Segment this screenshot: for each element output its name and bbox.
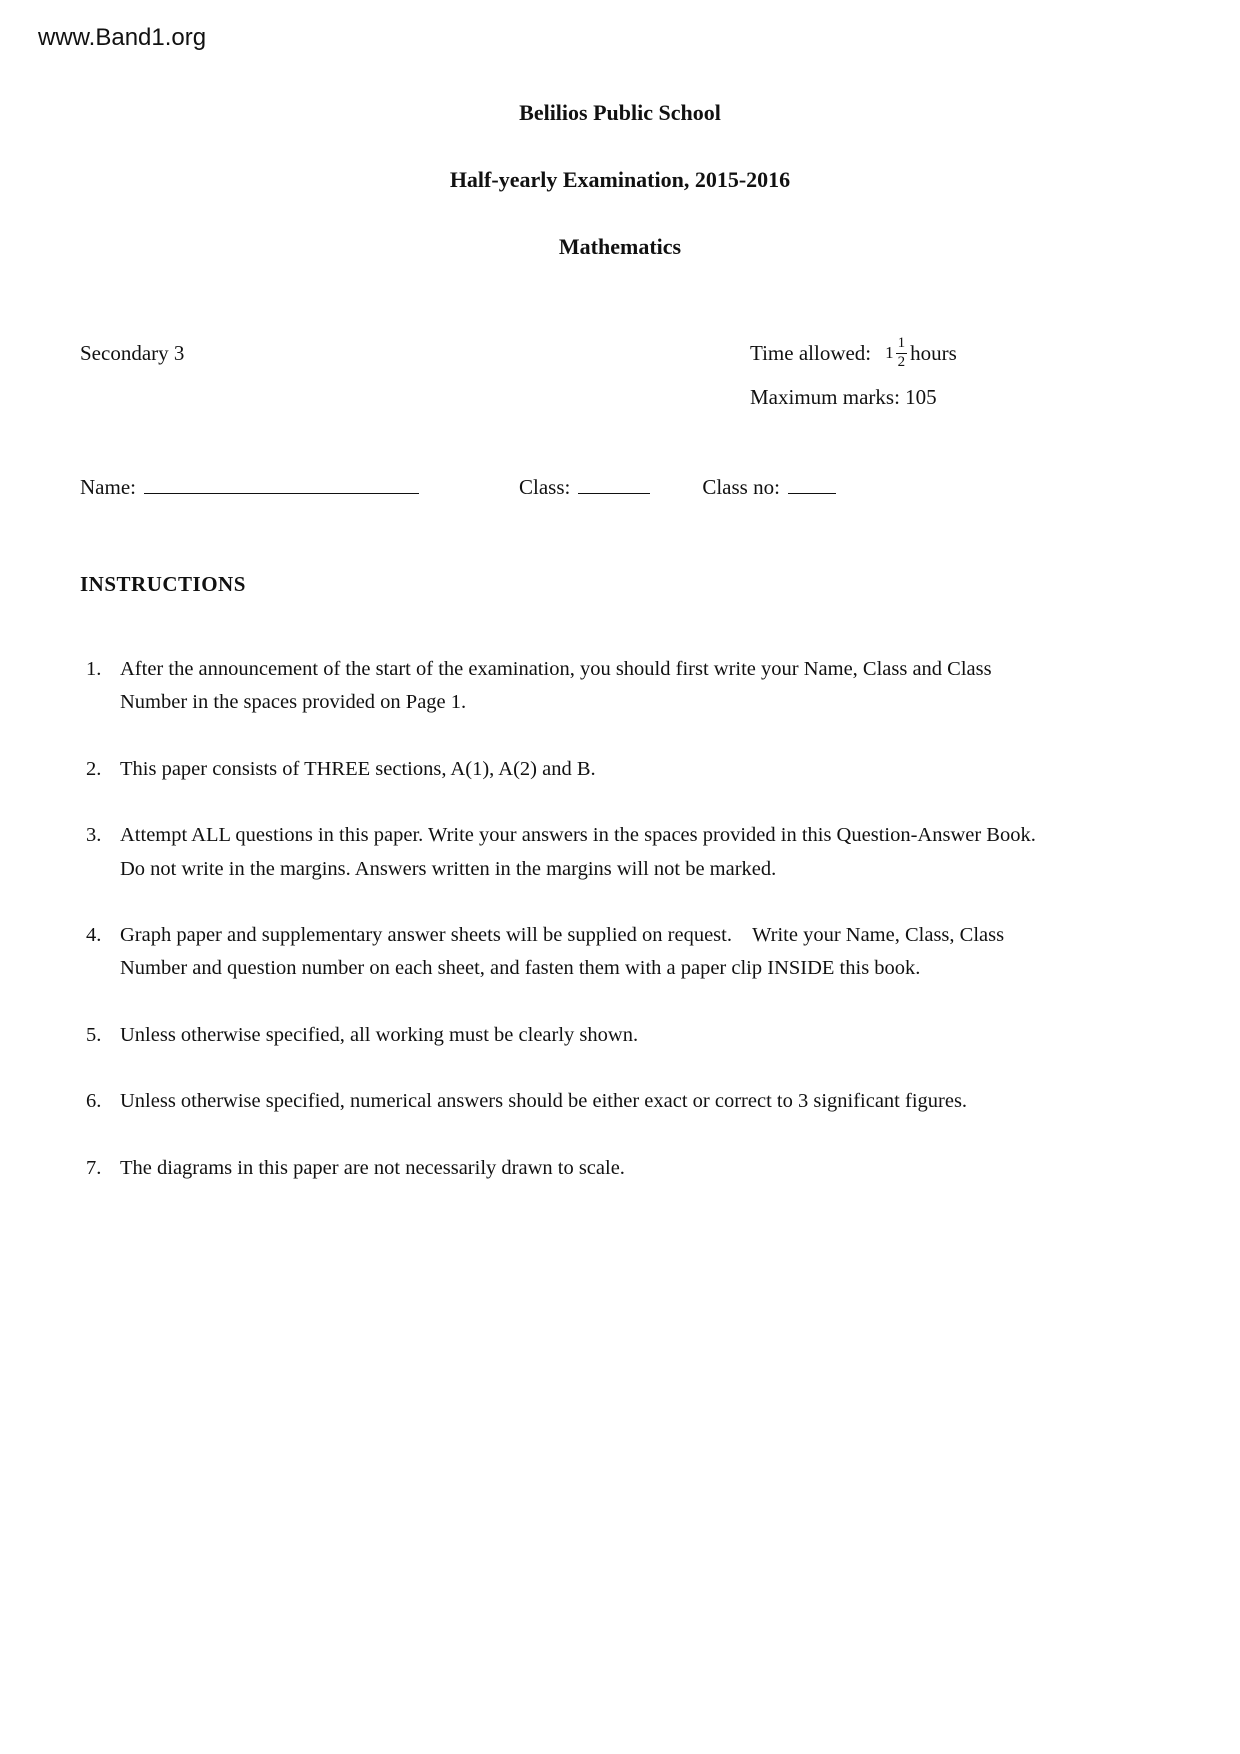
class-no-blank-line (788, 471, 836, 494)
name-label: Name: (80, 475, 136, 499)
student-fields-row (0, 471, 1240, 500)
instruction-text: Attempt ALL questions in this paper. Write your answers in the spaces provided in this Question-Answer Book. Do not write in the margins. Answers written in the margins will not be marked. (120, 824, 1041, 880)
name-blank-line (144, 471, 419, 494)
class-blank-line (578, 471, 650, 494)
instruction-item (80, 919, 1040, 986)
instruction-number: 5. (86, 1023, 102, 1046)
instruction-item (80, 1152, 1040, 1185)
exam-title: Half-yearly Examination, 2015-2016 (449, 167, 791, 192)
class-label: Class: (518, 475, 571, 499)
instruction-item (80, 753, 1040, 786)
instruction-item (80, 1085, 1040, 1118)
instruction-number: 1. (86, 658, 102, 680)
instruction-text: This paper consists of THREE sections, A(1), A(2) and B. (120, 757, 596, 780)
instruction-text: Unless otherwise specified, numerical answers should be either exact or correct to 3 significant figures. (120, 1090, 968, 1113)
instruction-number: 6. (86, 1090, 102, 1113)
instruction-text: After the announcement of the start of the examination, you should first write your Name, Class and Class Number in the spaces provided on Page 1. (120, 658, 997, 714)
time-allowed-label: Time allowed: (750, 340, 872, 365)
instructions-list (0, 653, 1040, 1185)
time-fraction (896, 335, 908, 371)
meta-row (0, 333, 1240, 443)
instructions-heading: INSTRUCTIONS (80, 572, 246, 596)
class-no-field (702, 471, 836, 500)
instruction-item (80, 819, 1040, 886)
time-allowed (750, 333, 957, 373)
time-fraction-numerator: 1 (897, 335, 906, 352)
exam-meta-block (750, 333, 957, 410)
class-no-label: Class no: (702, 475, 780, 499)
instruction-item (80, 653, 1040, 720)
instruction-number: 2. (86, 757, 102, 780)
instruction-number: 7. (86, 1156, 102, 1179)
instruction-number: 3. (86, 824, 102, 847)
time-fraction-denominator: 2 (897, 353, 906, 370)
instruction-text: The diagrams in this paper are not necessarily drawn to scale. (120, 1156, 625, 1179)
instruction-number: 4. (86, 924, 102, 947)
class-level: Secondary 3 (80, 341, 185, 365)
watermark-url: www.Band1.org (38, 24, 207, 51)
class-field (519, 471, 650, 500)
maximum-marks: Maximum marks: 105 (750, 385, 937, 409)
name-field (80, 471, 419, 500)
instruction-text: Unless otherwise specified, all working must be clearly shown. (120, 1023, 639, 1046)
time-whole-number: 1 (885, 343, 894, 362)
time-unit: hours (910, 340, 957, 365)
instruction-text: Graph paper and supplementary answer sheets will be supplied on request. Write your Name, Class, Class Number and question number on each sheet, and fasten them with a paper clip INSIDE this book. (120, 924, 1010, 980)
instruction-item (80, 1019, 1040, 1052)
subject-title: Mathematics (558, 234, 682, 259)
school-name: Belilios Public School (519, 100, 721, 125)
